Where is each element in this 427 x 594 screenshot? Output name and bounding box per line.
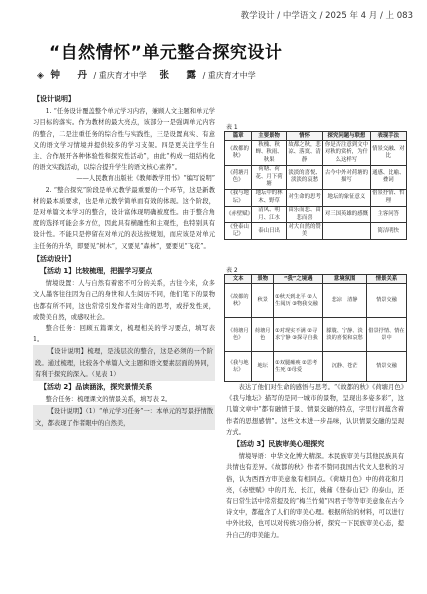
table-cell: 地坛的象征意义: [323, 189, 370, 206]
design-note: 【设计说明】（1）“单元学习任务”一：本单元的写景抒情散文，都表现了作者眼中的自然美，: [33, 405, 215, 429]
table-cell: 对生命的思考: [286, 189, 322, 206]
activity-heading-3: 【活动 3】民族审美心理探究: [233, 440, 325, 449]
author-name-2: 张 露: [159, 70, 201, 81]
table-cell: 《我与地坛》: [225, 189, 252, 206]
table-header-cell: “我”之境遇: [274, 275, 323, 284]
page-title: “自然情怀”单元整合探究设计: [49, 43, 283, 63]
table-cell: 古今中外对荷塘的描写: [323, 165, 370, 189]
table-header-cell: 情怀: [286, 132, 322, 141]
paragraph: 2. “整合探究”阶段是单元教学最重要的一个环节，这是新教材的最本质要求，也是单元教学简单而有效的体现。这个阶段，是对单篇文本学习的整合，设计富体现明确被度性。由于整合角度的选择可能会多方位，因此具有横融性和主观性，也特别具有设计性。不能只是停留在对单元的表达按规划，而应该是对单元主任务的升华，即要见“树木”，又要见“森林”，要要见“飞花”。: [33, 186, 215, 250]
table-row: [225, 284, 407, 318]
table-cell: 通感、比喻、叠词: [370, 165, 406, 189]
paragraph: 整合任务：回顾五篇课文，梳理相关的学习要点，填写表 1。: [33, 325, 215, 344]
table-cell: 《赤壁赋》: [225, 206, 252, 223]
table-cell: 对大自然的赞美: [286, 223, 322, 240]
table-cell: 情景交融、对比: [370, 141, 406, 165]
activity-heading-2: 【活动 2】品读涵泳，探究景情关系: [40, 383, 153, 392]
table-cell: 对三国英雄的感慨: [323, 206, 370, 223]
table-header-cell: 主要景物: [252, 132, 287, 141]
table-cell: 《荷塘月色》: [225, 165, 252, 189]
table-cell: 情景交融: [366, 284, 406, 318]
table-cell: 地坛: [252, 352, 274, 382]
table-cell: ①秋天到北平 ②人生阅历 ③物我交融: [274, 284, 323, 318]
table-cell: 借景抒情、情在景中: [366, 318, 406, 352]
right-column-text: [226, 382, 404, 541]
table-header-row: [225, 132, 407, 141]
section-heading-activities: 【活动设计】: [33, 254, 75, 263]
table-row: [225, 318, 407, 352]
citation: ——人民教育出版社《教师教学用书》“编写说明”: [76, 175, 215, 183]
paragraph: 整合任务：梳理课文的情景关系，填写表 2。: [45, 396, 172, 404]
table-header-cell: 表现手法: [370, 132, 406, 141]
table-cell: 荷塘月色: [252, 318, 274, 352]
section-heading-design-notes: 【设计说明】: [33, 95, 75, 103]
table-row: [225, 223, 407, 240]
table-cell: 由乐而悲、由悲而喜: [286, 206, 322, 223]
table-header-cell: 意境氛围: [323, 275, 367, 284]
table-cell: 《故都的秋》: [225, 141, 252, 165]
author-line: [37, 67, 256, 81]
paragraph: 情境设置：人与自然有着密不可分的关系，古往今来，众多文人墨客往往因为自己的身世和人生阅历不同，他们笔下的景物也都有所不同，这也常常引发作者对生命的思考，或抒发性灵，或赞美自然，或感叹社会。: [33, 280, 215, 321]
table-cell: 悲凉 清静: [323, 284, 367, 318]
author-affiliation-1: / 重庆育才中学: [93, 71, 147, 80]
table-cell: [323, 223, 370, 240]
table-cell: 荷塘、荷花、月下荷塘: [252, 165, 287, 189]
table-row: [225, 165, 407, 189]
table-cell: 朦胧、宁静、淡淡的喜悦和哀愁: [323, 318, 367, 352]
table-header-cell: 探究问题与联想: [323, 132, 370, 141]
table-cell: 《荷塘月色》: [225, 318, 252, 352]
table-2: [224, 274, 407, 382]
table-cell: ①对现实不满 ②寻求宁静 ③探寻自我: [274, 318, 323, 352]
table-1: [224, 131, 407, 240]
table-cell: 《登泰山记》: [225, 223, 252, 240]
author-name-1: 钟 丹: [50, 70, 91, 81]
paragraph: 1. “任务设计覆盖整个单元学习内容，兼顾人文主题和单元学习目标的落实。作为教材的最大亮点，该部分一是强调单元内容的整合，二是注重任务的综合性与实践性，三是设置真实、有意义的语文学习情境并提供较多的学习支架。四是更关注学生自主、合作展开各种体验性和探究性活动”，由此“构成一组结构化的语文实践活动，以综合提升学生的语文核心素养”。: [33, 108, 215, 172]
table-header-cell: 景物: [252, 275, 274, 284]
table-header-row: [225, 275, 407, 284]
table-cell: 淡淡的喜悦、淡淡的哀愁: [286, 165, 322, 189]
table-cell: 秋景: [252, 284, 274, 318]
table-header-cell: 情景关系: [366, 275, 406, 284]
paragraph: 情境导语：中华文化博大精深。本民族审美与其他民族具有共情也有差异。《故都的秋》作者不赞同我国古代文人悲秋的习俗，认为西西方审美意象有相同点。《荷塘月色》中的荷花和月亮，《赤壁赋》中的月光、长江，姚鼐《登泰山记》的泰山，还有日常生活中常常提及的“梅兰竹菊”四君子等等审美意象在古今诗文中，都蕴含了人们的审美心理。根据所给的材料，可以进行中外比较，也可以对传统习俗分析，探究一下民族审美心态，提升自己的审美能力。: [226, 453, 404, 539]
table-cell: 你是否注意到文中对秋的赏析，为什么这样写: [323, 141, 370, 165]
diamond-icon: ◈: [37, 71, 44, 81]
table-header-cell: 文本: [225, 275, 252, 284]
table-cell: 情景交融: [366, 352, 406, 382]
table-cell: 主客问答: [370, 206, 406, 223]
author-affiliation-2: / 重庆育才中学: [202, 71, 256, 80]
design-note: 【设计说明】梳理，是浅层次的整合，这是必须的一个阶段。通过梳理，比较各个单篇人文主题和语文要素层面的异同，有利于探究的深入。（见表 1）: [33, 345, 215, 381]
journal-header: 教学设计 / 中学语文 / 2025 年 4 月 / 上 083: [240, 11, 413, 21]
table-row: [225, 141, 407, 165]
table-header-cell: 篇章: [225, 132, 252, 141]
table-cell: 故都之秋，悲凉、落寞、清静: [286, 141, 322, 165]
table-cell: 简洁明快: [370, 223, 406, 240]
table-cell: 地坛中的林木、野草: [252, 189, 287, 206]
left-column: [33, 92, 215, 430]
table-1-label: 表 1: [226, 124, 238, 131]
table-row: [225, 206, 407, 223]
table-row: [225, 189, 407, 206]
table-cell: 《我与地坛》: [225, 352, 252, 382]
activity-heading-1: 【活动 1】比较梳理，把握学习要点: [40, 267, 153, 276]
table-cell: 借景抒情、哲理: [370, 189, 406, 206]
table-cell: 沉静、苍茫: [323, 352, 367, 382]
table-cell: 《故都的秋》: [225, 284, 252, 318]
paragraph: 表达了他们对生命的感悟与思考。“《故都的秋》《荷塘月色》《我与地坛》描写的是同一城市的景物，呈现出多姿多彩”，这几篇文章中“都有融情于景、情景交融的特点，字里行间蕴含着作者的思想感情”。这些文本进一步品味，认识情景交融的呈现方式。: [226, 384, 404, 436]
table-cell: 秋槐、秋蝉、秋雨、秋果: [252, 141, 287, 165]
table-cell: 清风、明月、江水: [252, 206, 287, 223]
table-cell: ①双腿瘫痪 ②思考生死 ③母爱: [274, 352, 323, 382]
table-cell: 泰山日出: [252, 223, 287, 240]
table-row: [225, 352, 407, 382]
table-2-label: 表 2: [226, 267, 238, 274]
